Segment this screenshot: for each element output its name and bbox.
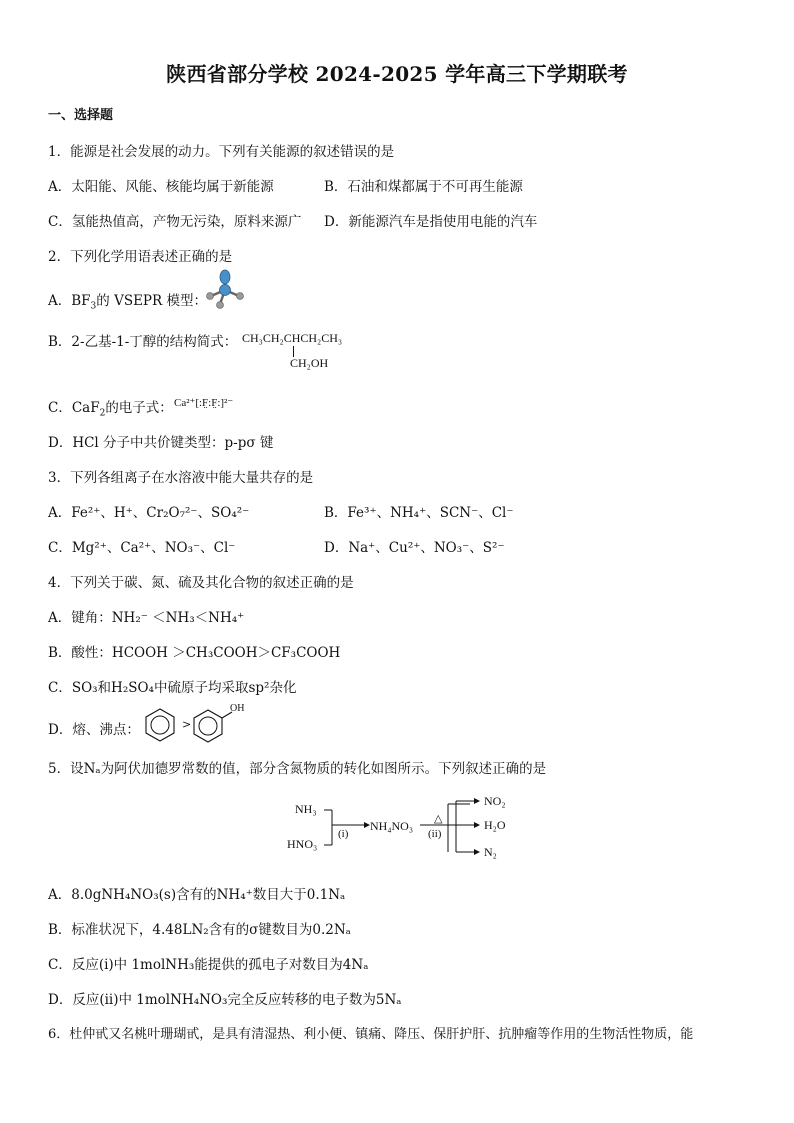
q3-option-a: A．Fe²⁺、H⁺、Cr₂O₇²⁻、SO₄²⁻ — [48, 505, 250, 521]
q4-option-b: B．酸性：HCOOH ＞CH₃COOH＞CF₃COOH — [48, 645, 341, 661]
q2-a-sub: 3 — [90, 301, 97, 312]
q3-stem: 3．下列各组离子在水溶液中能大量共存的是 — [48, 470, 314, 486]
q3-option-d: D．Na⁺、Cu²⁺、NO₃⁻、S²⁻ — [324, 540, 505, 556]
q2-stem: 2．下列化学用语表述正确的是 — [48, 249, 233, 265]
q2-c-sub: 2 — [99, 408, 106, 419]
q4-option-d-label: D．熔、沸点： — [48, 722, 140, 738]
q2-option-c — [48, 396, 173, 419]
diagram-hno3: HNO₃ — [287, 837, 318, 851]
benzene-ring-icon — [140, 705, 180, 745]
q2-option-a — [48, 289, 207, 312]
q4-option-c: C．SO₃和H₂SO₄中硫原子均采取sp²杂化 — [48, 680, 297, 696]
q3-option-c: C．Mg²⁺、Ca²⁺、NO₃⁻、Cl⁻ — [48, 540, 236, 556]
q4-option-a: A．键角：NH₂⁻ ＜NH₃＜NH₄⁺ — [48, 610, 245, 626]
q5-option-d: D．反应(ii)中 1molNH₄NO₃完全反应转移的电子数为5Nₐ — [48, 992, 402, 1008]
page-title: 陕西省部分学校 2024-2025 学年高三下学期联考 — [166, 62, 628, 86]
section-heading: 一、选择题 — [48, 108, 114, 123]
q1-stem: 1．能源是社会发展的动力。下列有关能源的叙述错误的是 — [48, 144, 395, 160]
q5-option-c: C．反应(i)中 1molNH₃能提供的孤电子对数目为4Nₐ — [48, 957, 369, 973]
q1-option-a: A．太阳能、风能、核能均属于新能源 — [48, 179, 274, 195]
diagram-branch-arrows-icon — [448, 794, 482, 860]
q6-stem: 6．杜仲甙又名桃叶珊瑚甙，是具有清湿热、利小便、镇痛、降压、保肝护肝、抗肿瘤等作用的生物活性物质，能 — [48, 1027, 694, 1042]
q2-a-post: 的 VSEPR 模型： — [96, 293, 207, 309]
diagram-step-i: (i) — [338, 828, 349, 840]
diagram-no2: NO₂ — [484, 794, 506, 808]
diagram-nh3: NH₃ — [295, 802, 317, 816]
q5-option-a: A．8.0gNH₄NO₃(s)含有的NH₄⁺数目大于0.1Nₐ — [48, 887, 346, 903]
q5-stem: 5．设Nₐ为阿伏加德罗常数的值，部分含氮物质的转化如图所示。下列叙述正确的是 — [48, 761, 547, 777]
phenol-oh-label: OH — [230, 703, 245, 714]
q2-b-branch: CH₂OH — [290, 356, 329, 370]
q3-option-b: B．Fe³⁺、NH₄⁺、SCN⁻、Cl⁻ — [324, 505, 514, 521]
q2-c-post: 的电子式： — [105, 400, 173, 416]
q2-c-electron-formula: Ca²⁺[:F̤:F̤:]²⁻ — [174, 397, 234, 409]
q1-option-c: C．氢能热值高，产物无污染，原料来源广 — [48, 214, 302, 230]
q1-option-d: D．新能源汽车是指使用电能的汽车 — [324, 214, 538, 230]
q5-option-b: B．标准状况下，4.48LN₂含有的σ键数目为0.2Nₐ — [48, 922, 351, 938]
q4-d-greater-than: > — [182, 718, 192, 731]
diagram-n2: N₂ — [484, 845, 497, 859]
q2-c-label: C．CaF — [48, 400, 100, 416]
diagram-step-ii: (ii) — [428, 828, 442, 840]
q2-option-b: B．2-乙基-1-丁醇的结构简式： — [48, 334, 238, 350]
q2-option-d: D．HCl 分子中共价键类型：p-pσ 键 — [48, 435, 274, 451]
q2-b-main-chain: CH₃CH₂CHCH₂CH₃ — [242, 331, 343, 345]
q1-option-b: B．石油和煤都属于不可再生能源 — [324, 179, 523, 195]
q4-stem: 4．下列关于碳、氮、硫及其化合物的叙述正确的是 — [48, 575, 354, 591]
diagram-heat-symbol: △ — [434, 813, 443, 825]
q2-a-label: A．BF — [48, 293, 91, 309]
diagram-nh4no3: NH₄NO₃ — [370, 819, 414, 833]
bf3-vsepr-model-icon — [202, 268, 248, 310]
diagram-h2o: H₂O — [484, 818, 506, 832]
